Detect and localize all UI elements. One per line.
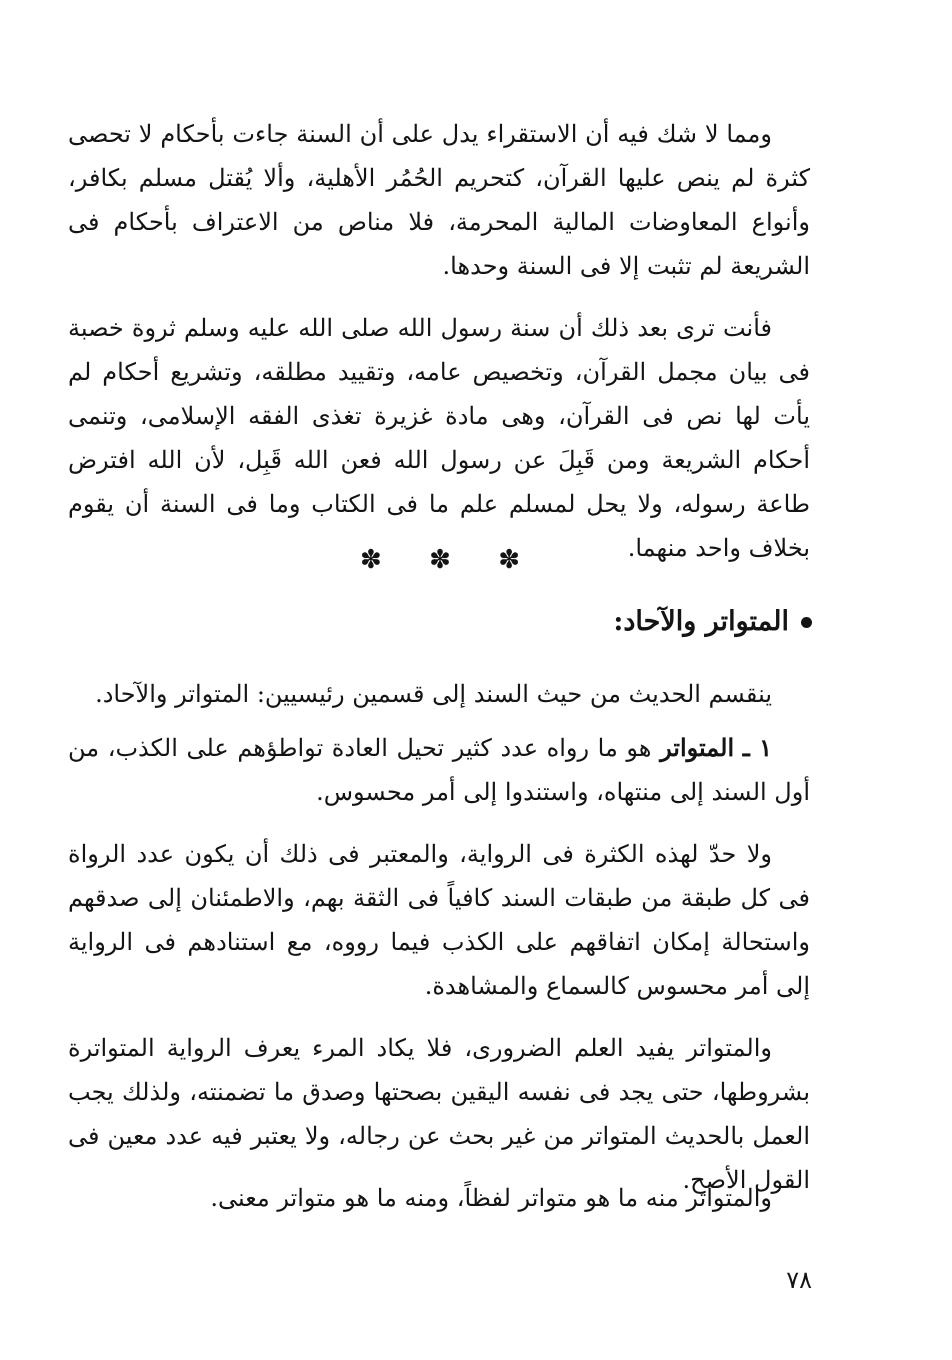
section-heading-text: المتواتر والآحاد:: [613, 606, 789, 637]
separator-star-icon: ✽: [429, 545, 451, 575]
paragraph-mutawatir-types: والمتواتر منه ما هو متواتر لفظاً، ومنه ما هو متواتر معنى.: [210, 1184, 772, 1212]
page-number: ٧٨: [786, 1266, 812, 1294]
paragraph-hadith-division: ينقسم الحديث من حيث السند إلى قسمين رئيسيين: المتواتر والآحاد.: [95, 680, 772, 708]
definition-text: هو ما رواه عدد كثير تحيل العادة تواطؤهم على الكذب، من أول السند إلى منتهاه، واستندوا إلى أمر محسوس.: [68, 734, 810, 806]
section-separator: [360, 542, 520, 578]
definition-number: ١ ـ: [742, 733, 772, 762]
paragraph-certain-knowledge: والمتواتر يفيد العلم الضرورى، فلا يكاد المرء يعرف الرواية المتواترة بشروطها، حتى يجد فى نفسه اليقين بصحتها وصدق ما تضمنته، ولذلك يجب العمل بالحديث المتواتر من غير بحث عن رجاله، ولا يعتبر فيه عدد معين فى القول الأصح.: [68, 1034, 810, 1194]
paragraph-sunnah-rulings: ومما لا شك فيه أن الاستقراء يدل على أن السنة جاءت بأحكام لا تحصى كثرة لم ينص عليها القرآن، كتحريم الحُمُر الأهلية، وألا يُقتل مسلم بكافر، وأنواع المعاوضات المالية المحرمة، فلا مناص من الاعتراف بأحكام فى الشريعة لم تثبت إلا فى السنة وحدها.: [68, 120, 810, 280]
separator-star-icon: ✽: [498, 545, 520, 575]
section-heading: [360, 598, 812, 646]
paragraph-sunnah-wealth: فأنت ترى بعد ذلك أن سنة رسول الله صلى الله عليه وسلم ثروة خصبة فى بيان مجمل القرآن، وتخصيص عامه، وتقييد مطلقه، وتشريع أحكام لم يأت لها نص فى القرآن، وهى مادة غزيرة تغذى الفقه الإسلامى، وتنمى أحكام الشريعة ومن قَبِلَ عن رسول الله فعن الله قَبِل، لأن الله افترض طاعة رسوله، ولا يحل لمسلم علم ما فى الكتاب وما فى السنة أن يقوم بخلاف واحد منهما.: [68, 314, 810, 562]
bullet-icon: [801, 617, 812, 628]
paragraph-narrator-count: ولا حدّ لهذه الكثرة فى الرواية، والمعتبر فى ذلك أن يكون عدد الرواة فى كل طبقة من طبقات السند كافياً فى الثقة بهم، والاطمئنان إلى صدقهم واستحالة إمكان اتفاقهم على الكذب فيما رووه، مع استنادهم فى الرواية إلى أمر محسوس كالسماع والمشاهدة.: [68, 840, 810, 1000]
separator-star-icon: ✽: [360, 545, 382, 575]
paragraph-mutawatir-definition: [68, 726, 810, 814]
definition-term: المتواتر: [660, 733, 735, 762]
